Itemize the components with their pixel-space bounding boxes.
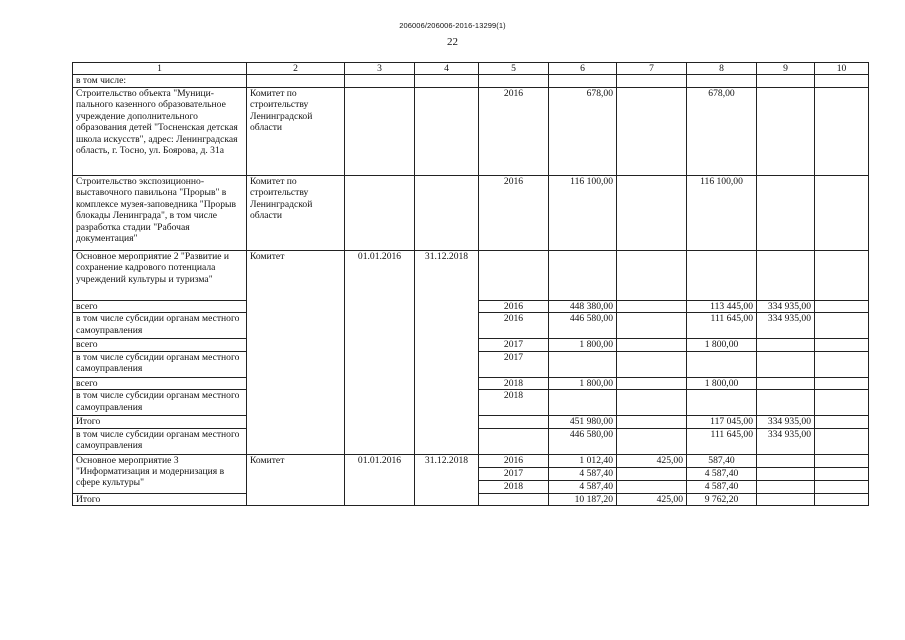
- school-executor: Комитет по строительству Ленинградской области: [247, 88, 345, 176]
- row-year: 2018: [479, 390, 549, 416]
- row-col8: 113 445,00: [687, 301, 757, 313]
- measure3-end-date: 31.12.2018: [415, 454, 479, 505]
- header-cell: 1: [73, 63, 247, 75]
- row-col8: 1 800,00: [687, 377, 757, 389]
- row-total: 451 980,00: [549, 416, 617, 428]
- row-total: [549, 351, 617, 377]
- row-year: 2018: [479, 377, 549, 389]
- row-col8: [687, 390, 757, 416]
- header-cell: 2: [247, 63, 345, 75]
- pavilion-executor: Комитет по строительству Ленинградской области: [247, 176, 345, 251]
- table-row: [73, 75, 869, 88]
- row-label: в том числе:: [73, 75, 247, 88]
- row-year: 2017: [479, 339, 549, 351]
- row-col9: [757, 351, 815, 377]
- pavilion-col8: 116 100,00: [687, 176, 757, 251]
- row-total: 1 800,00: [549, 377, 617, 389]
- header-cell: 6: [549, 63, 617, 75]
- row-col8: 1 800,00: [687, 339, 757, 351]
- row-year: 2016: [479, 313, 549, 339]
- header-cell: 8: [687, 63, 757, 75]
- row-total: [549, 390, 617, 416]
- header-cell: 7: [617, 63, 687, 75]
- row-col9: [757, 390, 815, 416]
- header-cell: 10: [815, 63, 869, 75]
- row-year: 2016: [479, 301, 549, 313]
- pavilion-total: 116 100,00: [549, 176, 617, 251]
- school-total: 678,00: [549, 88, 617, 176]
- row-label: в том числе субсидии органам местного самоуправления: [73, 390, 247, 416]
- row-col8: [687, 351, 757, 377]
- measure3-start-date: 01.01.2016: [345, 454, 415, 505]
- row-col8: 4 587,40: [687, 480, 757, 493]
- row-total: 446 580,00: [549, 428, 617, 454]
- measure3-row-2016: [73, 454, 869, 467]
- row-col7: [617, 480, 687, 493]
- row-total: 4 587,40: [549, 480, 617, 493]
- measure2-title-row: [73, 251, 869, 301]
- row-col8: 111 645,00: [687, 428, 757, 454]
- row-col7: 425,00: [617, 454, 687, 467]
- header-cell: 9: [757, 63, 815, 75]
- measure2-executor: Комитет: [247, 251, 345, 455]
- row-col8: 4 587,40: [687, 467, 757, 480]
- row-total: 446 580,00: [549, 313, 617, 339]
- table-row-school: [73, 88, 869, 176]
- row-label: в том числе субсидии органам местного самоуправления: [73, 428, 247, 454]
- row-col9: 334 935,00: [757, 428, 815, 454]
- school-year: 2016: [479, 88, 549, 176]
- pavilion-project-name: Строительство экспозиционно-выставочного павильона "Прорыв" в комплексе музея-заповедника "Прорыв блокады Ленинграда", в том числе разработка стадии "Рабочая документация": [73, 176, 247, 251]
- measure3-name: Основное мероприятие 3 "Информатизация и модернизация в сфере культуры": [73, 454, 247, 493]
- row-total: 1 012,40: [549, 454, 617, 467]
- row-label: Итого: [73, 493, 247, 505]
- row-year: 2017: [479, 467, 549, 480]
- row-col8: 117 045,00: [687, 416, 757, 428]
- row-total: 4 587,40: [549, 467, 617, 480]
- header-cell: 4: [415, 63, 479, 75]
- row-col8: 9 762,20: [687, 493, 757, 505]
- row-col7: 425,00: [617, 493, 687, 505]
- document-id: 206006/206006-2016-13299(1): [399, 21, 506, 30]
- row-year: 2016: [479, 454, 549, 467]
- row-year: [479, 428, 549, 454]
- header-cell: 5: [479, 63, 549, 75]
- measure2-name: Основное мероприятие 2 "Развитие и сохранение кадрового потенциала учреждений культуры и туризма": [73, 251, 247, 301]
- row-label: Итого: [73, 416, 247, 428]
- school-project-name: Строительство объекта "Муници-пального казенного образовательное учреждение дополнительного образования детей "Тосненская детская школа искусств", адрес: Ленинградская область, г. Тосно, ул. Боярова, д. 31а: [73, 88, 247, 176]
- row-col8: 587,40: [687, 454, 757, 467]
- row-col7: [617, 467, 687, 480]
- row-year: 2017: [479, 351, 549, 377]
- row-col9: 334 935,00: [757, 301, 815, 313]
- row-label: в том числе субсидии органам местного самоуправления: [73, 351, 247, 377]
- measure2-start-date: 01.01.2016: [345, 251, 415, 455]
- row-year: [479, 416, 549, 428]
- row-col9: [757, 339, 815, 351]
- row-total: 10 187,20: [549, 493, 617, 505]
- header-row: [73, 63, 869, 75]
- measure2-end-date: 31.12.2018: [415, 251, 479, 455]
- row-label: всего: [73, 377, 247, 389]
- row-label: всего: [73, 339, 247, 351]
- row-col9: 334 935,00: [757, 313, 815, 339]
- budget-table: [72, 62, 869, 506]
- row-col8: 111 645,00: [687, 313, 757, 339]
- row-label: в том числе субсидии органам местного самоуправления: [73, 313, 247, 339]
- measure3-executor: Комитет: [247, 454, 345, 505]
- pavilion-year: 2016: [479, 176, 549, 251]
- row-col9: 334 935,00: [757, 416, 815, 428]
- page-number: 22: [447, 36, 458, 48]
- header-cell: 3: [345, 63, 415, 75]
- row-label: всего: [73, 301, 247, 313]
- table-row-pavilion: [73, 176, 869, 251]
- row-total: 1 800,00: [549, 339, 617, 351]
- row-total: 448 380,00: [549, 301, 617, 313]
- row-year: 2018: [479, 480, 549, 493]
- school-col8: 678,00: [687, 88, 757, 176]
- row-col9: [757, 377, 815, 389]
